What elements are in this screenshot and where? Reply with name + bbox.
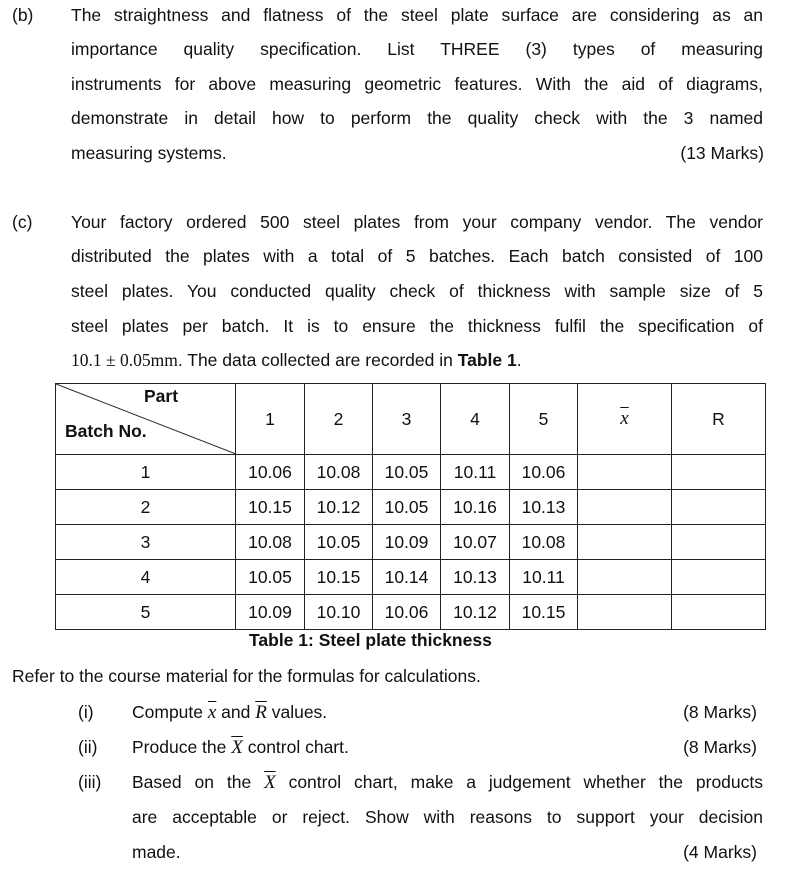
- part-c-line-4: steel plates per batch. It is to ensure the thickness fulfil the specification of: [71, 316, 763, 336]
- xbar-bar-symbol: $\overline{x}$: [207, 702, 217, 723]
- part-b-line-4: demonstrate in detail how to perform the quality check with the 3 named: [71, 108, 763, 128]
- part-b-marks: (13 Marks): [680, 143, 764, 163]
- batch-number: 5: [56, 595, 236, 630]
- thickness-value: 10.05: [373, 455, 441, 490]
- batch-number: 4: [56, 560, 236, 595]
- part-b-line-2: importance quality specification. List THREE (3) types of measuring: [71, 39, 763, 59]
- thickness-value: 10.09: [236, 595, 305, 630]
- r-cell: [672, 525, 766, 560]
- part-b-line-1: The straightness and flatness of the steel plate surface are considering as an: [71, 5, 763, 25]
- thickness-value: 10.12: [305, 490, 373, 525]
- thickness-value: 10.10: [305, 595, 373, 630]
- question-i-marks: (8 Marks): [683, 702, 757, 722]
- question-ii-pre: Produce the: [132, 737, 232, 757]
- part-c-line-3: steel plates. You conducted quality check of thickness with sample size of 5: [71, 281, 763, 301]
- batch-number: 2: [56, 490, 236, 525]
- thickness-value: 10.12: [441, 595, 510, 630]
- question-i-post: values.: [266, 702, 328, 722]
- thickness-value: 10.05: [305, 525, 373, 560]
- thickness-value: 10.08: [305, 455, 373, 490]
- thickness-value: 10.06: [510, 455, 578, 490]
- table-row: [56, 525, 766, 560]
- question-iii-post: control chart, make a judgement whether the products: [275, 772, 764, 792]
- thickness-value: 10.13: [441, 560, 510, 595]
- xbar-cell: [578, 595, 672, 630]
- table-row: [56, 490, 766, 525]
- question-i-mid: and: [216, 702, 256, 722]
- column-header-3: 3: [373, 384, 441, 455]
- table-caption: Table 1: Steel plate thickness: [249, 630, 492, 650]
- r-cell: [672, 560, 766, 595]
- column-header-5: 5: [510, 384, 578, 455]
- batch-number: 3: [56, 525, 236, 560]
- r-cell: [672, 490, 766, 525]
- question-ii-marks: (8 Marks): [683, 737, 757, 757]
- xbar-cell: [578, 560, 672, 595]
- thickness-value: 10.16: [441, 490, 510, 525]
- column-header-r: R: [672, 384, 766, 455]
- header-batch: Batch No.: [65, 421, 147, 441]
- thickness-value: 10.14: [373, 560, 441, 595]
- table-row: [56, 595, 766, 630]
- thickness-table: [55, 383, 766, 630]
- table-row: [56, 455, 766, 490]
- column-header-4: 4: [441, 384, 510, 455]
- xbar-chart-symbol: $\overline{X}$: [264, 772, 276, 793]
- question-iii-pre: Based on the: [132, 772, 265, 792]
- spec-value: 10.1 ± 0.05mm: [71, 350, 178, 370]
- thickness-value: 10.15: [236, 490, 305, 525]
- thickness-value: 10.15: [305, 560, 373, 595]
- part-c-line-2: distributed the plates with a total of 5 batches. Each batch consisted of 100: [71, 246, 763, 266]
- part-c-label: (c): [12, 212, 33, 232]
- question-i-text: [132, 702, 327, 724]
- xbar-symbol: $\overline{x}$: [620, 408, 629, 429]
- thickness-value: 10.05: [373, 490, 441, 525]
- table-header-row: [56, 384, 766, 455]
- thickness-value: 10.15: [510, 595, 578, 630]
- xbar-cell: [578, 490, 672, 525]
- part-b-line-3: instruments for above measuring geometric features. With the aid of diagrams,: [71, 74, 763, 94]
- question-iii-line-3: made.: [132, 842, 181, 862]
- question-iii-line-2: are acceptable or reject. Show with reasons to support your decision: [132, 807, 763, 827]
- column-header-1: 1: [236, 384, 305, 455]
- thickness-value: 10.05: [236, 560, 305, 595]
- question-ii-label: (ii): [78, 737, 98, 757]
- column-header-xbar: [578, 384, 672, 455]
- xbar-cell: [578, 455, 672, 490]
- question-iii-marks: (4 Marks): [683, 842, 757, 862]
- spec-tail: . The data collected are recorded in: [177, 350, 458, 370]
- thickness-value: 10.11: [441, 455, 510, 490]
- thickness-value: 10.09: [373, 525, 441, 560]
- question-ii-text: [132, 737, 349, 759]
- r-cell: [672, 595, 766, 630]
- r-cell: [672, 455, 766, 490]
- question-iii-label: (iii): [78, 772, 102, 792]
- thickness-value: 10.13: [510, 490, 578, 525]
- spec-period: .: [516, 350, 522, 370]
- question-iii-line-1: [132, 772, 763, 794]
- part-c-line-5: [71, 350, 522, 371]
- header-part: Part: [144, 386, 179, 406]
- refer-text: Refer to the course material for the formulas for calculations.: [12, 666, 481, 686]
- question-i-label: (i): [78, 702, 94, 722]
- thickness-value: 10.08: [510, 525, 578, 560]
- question-i-pre: Compute: [132, 702, 208, 722]
- thickness-value: 10.07: [441, 525, 510, 560]
- table-row: [56, 560, 766, 595]
- thickness-value: 10.06: [373, 595, 441, 630]
- column-header-2: 2: [305, 384, 373, 455]
- xbar-cell: [578, 525, 672, 560]
- header-diagonal-cell: [56, 384, 236, 455]
- thickness-value: 10.08: [236, 525, 305, 560]
- question-ii-post: control chart.: [242, 737, 349, 757]
- thickness-value: 10.06: [236, 455, 305, 490]
- rbar-symbol: $\overline{R}$: [255, 702, 267, 723]
- xbar-chart-symbol: $\overline{X}$: [231, 737, 243, 758]
- batch-number: 1: [56, 455, 236, 490]
- part-b-label: (b): [12, 5, 34, 25]
- part-c-line-1: Your factory ordered 500 steel plates from your company vendor. The vendor: [71, 212, 763, 232]
- table-ref: Table 1: [457, 350, 517, 370]
- thickness-value: 10.11: [510, 560, 578, 595]
- part-b-line-5: measuring systems.: [71, 143, 227, 163]
